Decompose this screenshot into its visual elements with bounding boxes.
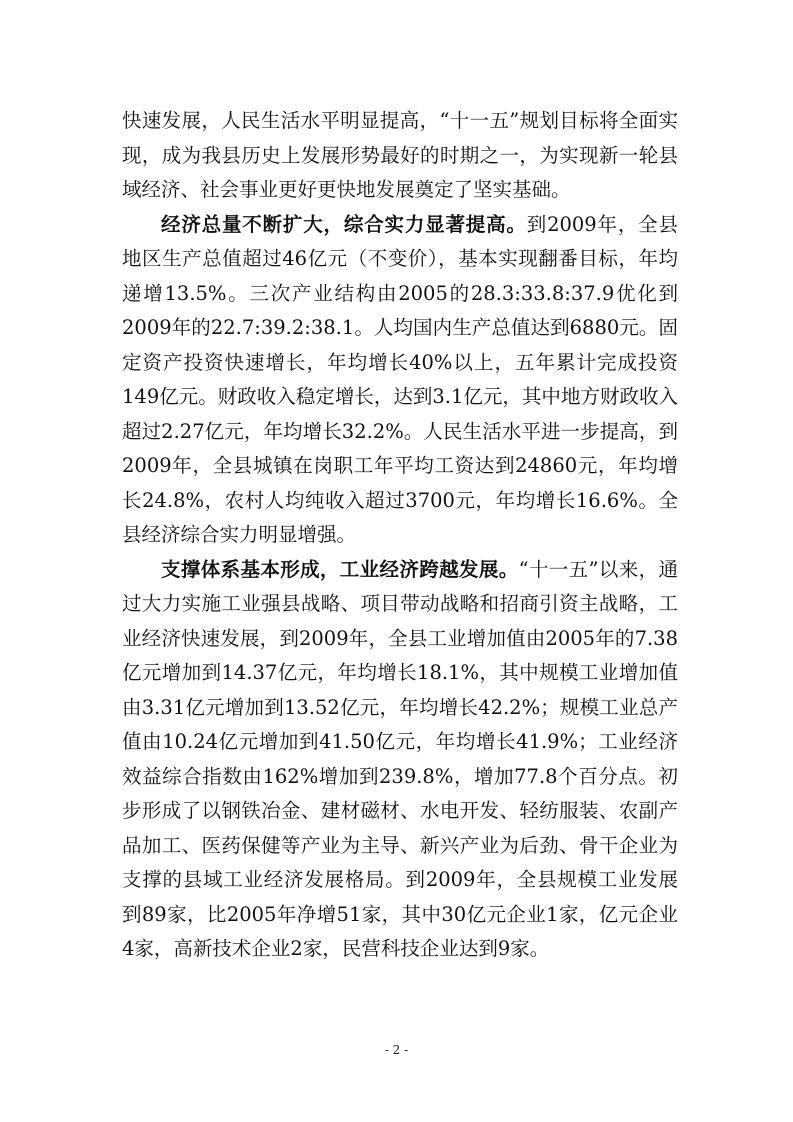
paragraph-text: “十一五”以来，通过大力实施工业强县战略、项目带动战略和招商引资主战略，工业经济快速发展，到2009年，全县工业增加值由2005年的7.38亿元增加到14.37亿元，年均增长18.1%，其中规模工业增加值由3.31亿元增加到13.52亿元，年均增长42.2%；规模工业总产值由10.24亿元增加到41.50亿元，年均增长41.9%；工业经济效益综合指数由162%增加到239.8%，增加77.8个百分点。初步形成了以钢铁冶金、建材磁材、水电开发、轻纺服装、农副产品加工、医药保健等产业为主导、新兴产业为后劲、骨干企业为支撑的县域工业经济发展格局。到2009年，全县规模工业发展到89家，比2005年净增51家，其中30亿元企业1家，亿元企业4家，高新技术企业2家，民营科技企业达到9家。 xyxy=(122,557,678,960)
page-number: - 2 - xyxy=(384,1043,409,1057)
paragraph-continuation xyxy=(122,104,678,208)
body-text xyxy=(122,104,678,967)
paragraph-text: 到2009年，全县地区生产总值超过46亿元（不变价），基本实现翻番目标，年均递增13.5%。三次产业结构由2005的28.3:33.8:37.9优化到2009年的22.7:39.2:38.1。人均国内生产总值达到6880元。固定资产投资快速增长，年均增长40%以上，五年累计完成投资149亿元。财政收入稳定增长，达到3.1亿元，其中地方财政收入超过2.27亿元，年均增长32.2%。人民生活水平进一步提高，到2009年，全县城镇在岗职工年平均工资达到24860元，年均增长24.8%，农村人均纯收入超过3700元，年均增长16.6%。全县经济综合实力明显增强。 xyxy=(122,212,678,546)
paragraph-economy xyxy=(122,208,678,553)
paragraph-text: 快速发展，人民生活水平明显提高，“十一五”规划目标将全面实现，成为我县历史上发展形势最好的时期之一，为实现新一轮县域经济、社会事业更好更快地发展奠定了坚实基础。 xyxy=(122,109,678,201)
paragraph-heading: 支撑体系基本形成，工业经济跨越发展。 xyxy=(161,557,519,581)
paragraph-industry xyxy=(122,553,678,967)
paragraph-heading: 经济总量不断扩大，综合实力显著提高。 xyxy=(161,212,527,236)
